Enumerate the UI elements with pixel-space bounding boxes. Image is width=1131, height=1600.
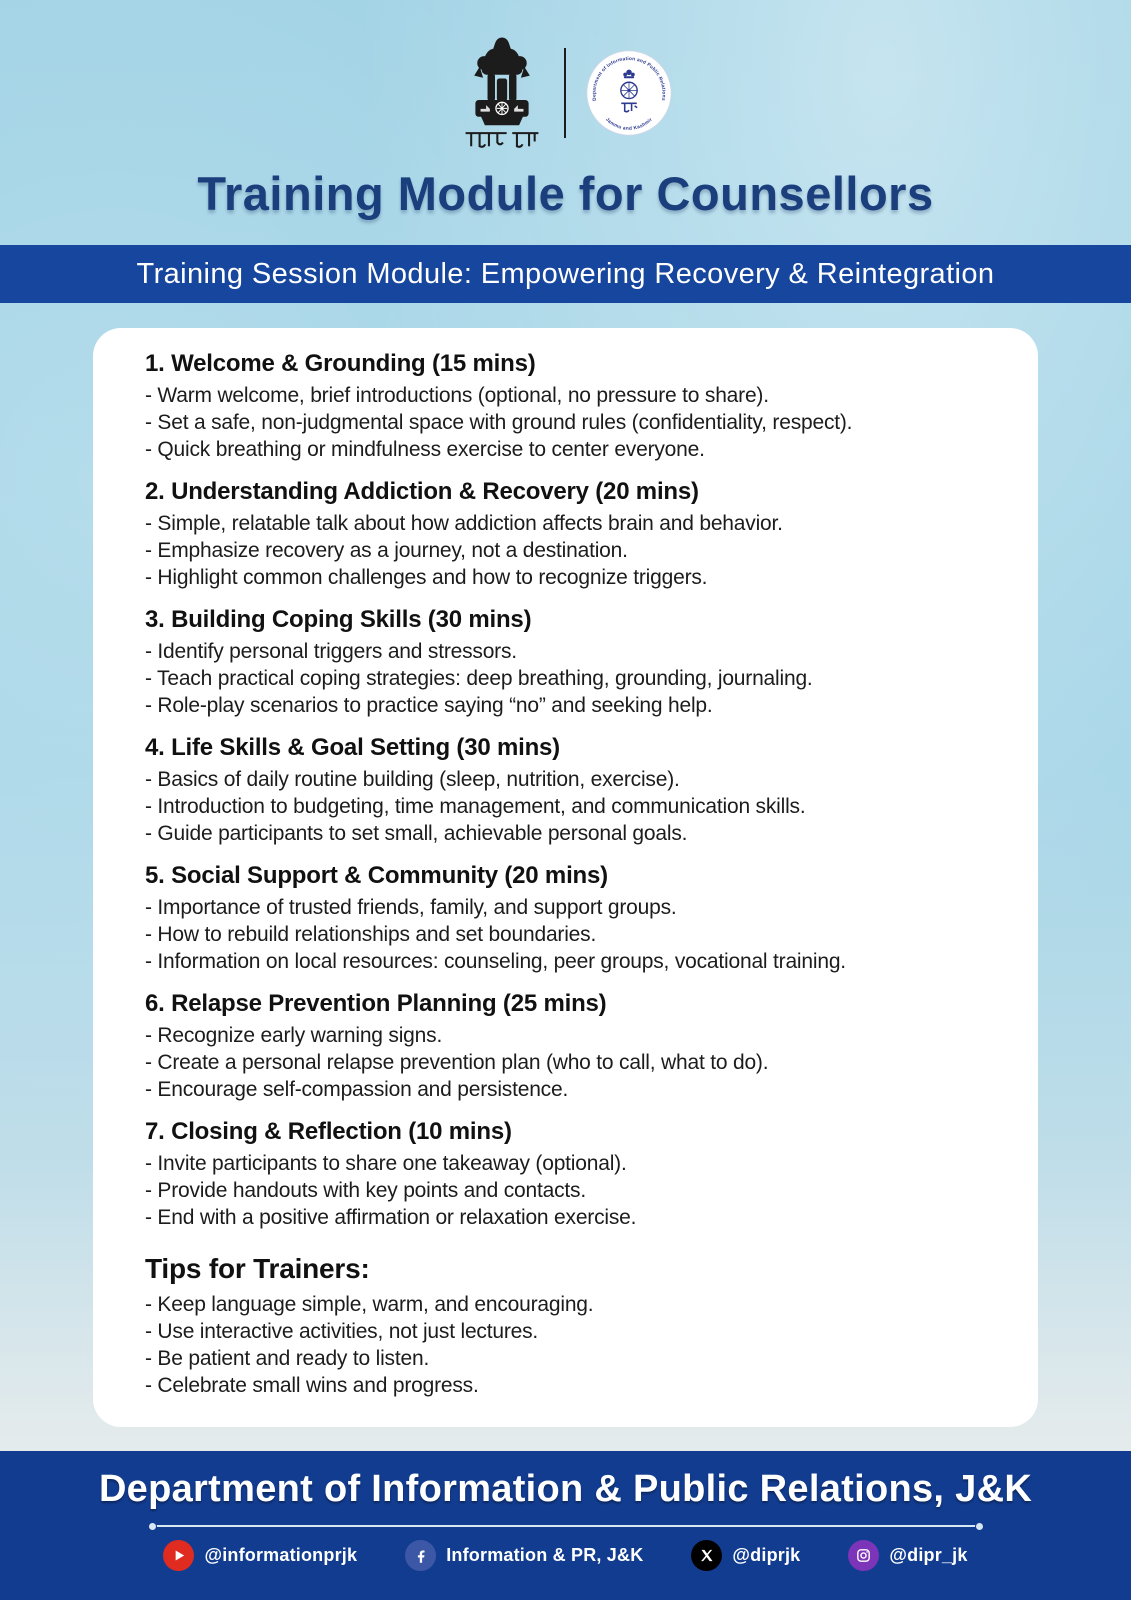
social-handle: @diprjk [732, 1545, 801, 1565]
social-item-facebook [405, 1540, 643, 1571]
dipr-logo-icon [586, 50, 672, 136]
footer [0, 1451, 1131, 1600]
facebook-icon [405, 1540, 436, 1571]
section-bullet: - Use interactive activities, not just lectures. [145, 1320, 539, 1343]
dipr-ring-bottom-text: Jammu and Kashmir [603, 117, 654, 132]
session-banner [0, 245, 1131, 303]
section-bullet: - End with a positive affirmation or relaxation exercise. [145, 1206, 637, 1229]
social-item-x [691, 1540, 800, 1571]
section-bullet: - Guide participants to set small, achievable personal goals. [145, 822, 688, 845]
logo-divider [564, 48, 566, 138]
section-bullet: - Invite participants to share one takeaway (optional). [145, 1152, 627, 1175]
section-bullet: - Highlight common challenges and how to recognize triggers. [145, 566, 708, 589]
instagram-icon [848, 1540, 879, 1571]
section-bullet: - Keep language simple, warm, and encouraging. [145, 1293, 594, 1316]
page-title: Training Module for Counsellors [197, 167, 934, 220]
social-handle: @informationprjk [204, 1545, 358, 1565]
dipr-ring-top-text: Department of Information and Public Relations [591, 57, 666, 102]
footer-title: Department of Information & Public Relations, J&K [98, 1468, 1033, 1510]
section-bullet: - Quick breathing or mindfulness exercise to center everyone. [145, 438, 705, 461]
x-icon [691, 1540, 722, 1571]
section-bullet: - Identify personal triggers and stressors. [145, 640, 517, 663]
section-bullet: - Information on local resources: counseling, peer groups, vocational training. [145, 950, 846, 973]
section-bullet: - Warm welcome, brief introductions (optional, no pressure to share). [145, 384, 769, 407]
section-bullet: - Role-play scenarios to practice saying “no” and seeking help. [145, 694, 713, 717]
section-bullet: - Basics of daily routine building (sleep, nutrition, exercise). [145, 768, 680, 791]
section-heading: 7. Closing & Reflection (10 mins) [145, 1118, 512, 1145]
section-bullet: - Recognize early warning signs. [145, 1024, 443, 1047]
section-bullet: - Importance of trusted friends, family, and support groups. [145, 896, 677, 919]
header-logos [0, 0, 1131, 154]
section-bullet: - Encourage self-compassion and persistence. [145, 1078, 569, 1101]
social-handle: Information & PR, J&K [446, 1545, 644, 1565]
section-heading: 2. Understanding Addiction & Recovery (20 mins) [145, 478, 699, 505]
session-banner-text: Training Session Module: Empowering Recovery & Reintegration [136, 257, 995, 290]
social-handle: @dipr_jk [889, 1545, 968, 1565]
section-heading: Tips for Trainers: [145, 1253, 370, 1284]
youtube-icon [163, 1540, 194, 1571]
section-understanding-addiction [145, 478, 996, 591]
section-tips-for-trainers [145, 1253, 996, 1399]
social-row [0, 1540, 1131, 1571]
section-bullet: - Be patient and ready to listen. [145, 1347, 430, 1370]
section-social-support [145, 862, 996, 975]
section-coping-skills [145, 606, 996, 719]
section-heading: 5. Social Support & Community (20 mins) [145, 862, 608, 889]
section-bullet: - How to rebuild relationships and set boundaries. [145, 923, 597, 946]
footer-divider [152, 1525, 980, 1527]
section-bullet: - Set a safe, non-judgmental space with ground rules (confidentiality, respect). [145, 411, 853, 434]
section-heading: 3. Building Coping Skills (30 mins) [145, 606, 532, 633]
section-closing-reflection [145, 1118, 996, 1231]
section-bullet: - Teach practical coping strategies: deep breathing, grounding, journaling. [145, 667, 813, 690]
section-bullet: - Create a personal relapse prevention plan (who to call, what to do). [145, 1051, 769, 1074]
social-item-instagram [848, 1540, 967, 1571]
social-item-youtube [163, 1540, 357, 1571]
section-bullet: - Provide handouts with key points and contacts. [145, 1179, 586, 1202]
section-heading: 1. Welcome & Grounding (15 mins) [145, 350, 536, 377]
section-heading: 4. Life Skills & Goal Setting (30 mins) [145, 734, 560, 761]
section-bullet: - Simple, relatable talk about how addiction affects brain and behavior. [145, 512, 783, 535]
india-national-emblem-icon [460, 32, 544, 154]
section-heading: 6. Relapse Prevention Planning (25 mins) [145, 990, 607, 1017]
section-life-skills [145, 734, 996, 847]
section-welcome-grounding [145, 350, 996, 463]
section-bullet: - Celebrate small wins and progress. [145, 1374, 479, 1397]
section-bullet: - Introduction to budgeting, time management, and communication skills. [145, 795, 806, 818]
module-card [93, 328, 1038, 1427]
satyameva-jayate-caption [465, 133, 538, 147]
section-bullet: - Emphasize recovery as a journey, not a destination. [145, 539, 628, 562]
section-relapse-prevention [145, 990, 996, 1103]
